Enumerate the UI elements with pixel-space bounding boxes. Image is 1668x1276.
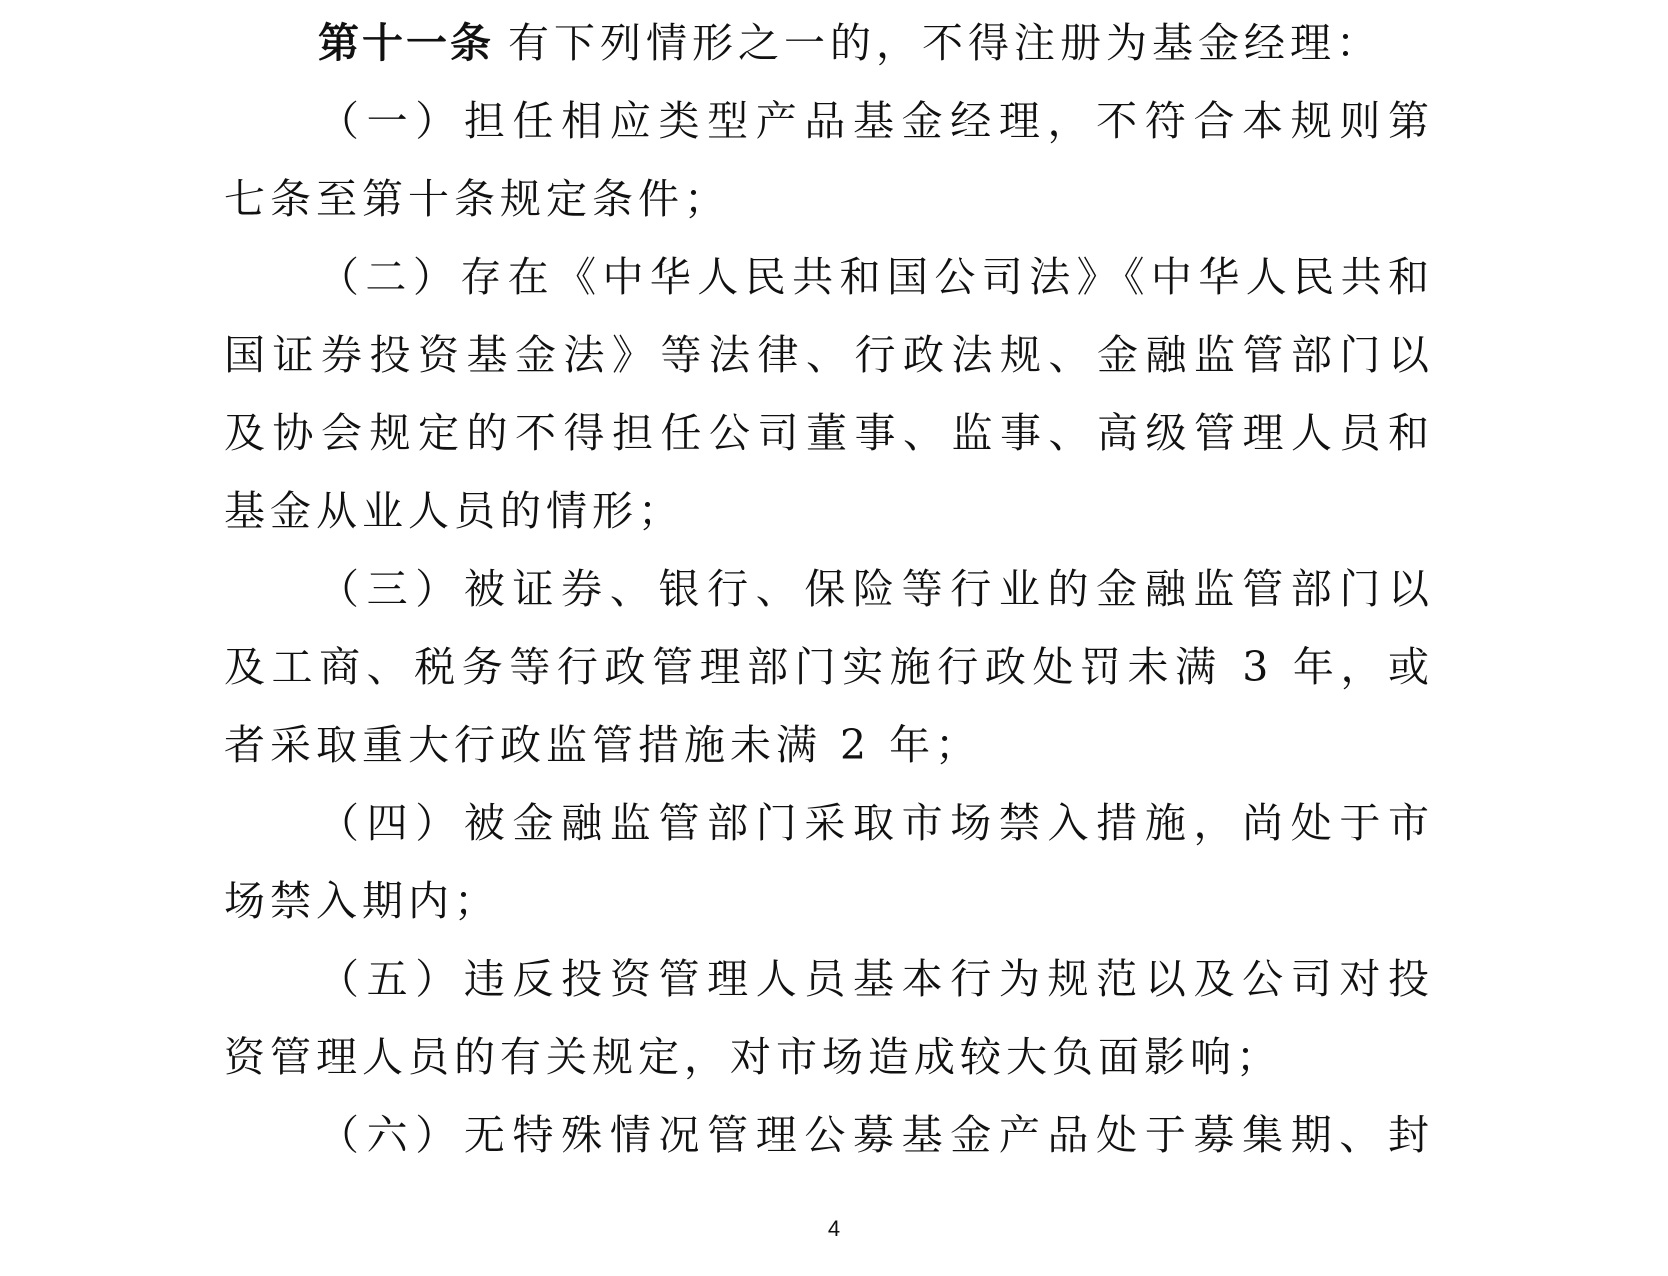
clause-line: 基金从业人员的情形； xyxy=(224,487,684,535)
article-heading-line xyxy=(224,4,1434,82)
article-body xyxy=(224,0,1434,1174)
clause-line: （六）无特殊情况管理公募基金产品处于募集期、封 xyxy=(318,1111,1434,1159)
clause-line: （一）担任相应类型产品基金经理，不符合本规则第 xyxy=(318,97,1434,145)
clause-4 xyxy=(224,784,1434,940)
clause-line: 及协会规定的不得担任公司董事、监事、高级管理人员和 xyxy=(224,409,1434,457)
clause-line: 七条至第十条规定条件； xyxy=(224,175,730,223)
clause-3 xyxy=(224,550,1434,784)
article-intro: 有下列情形之一的，不得注册为基金经理： xyxy=(508,19,1382,67)
clause-5 xyxy=(224,940,1434,1096)
clause-line: 者采取重大行政监管措施未满 2 年； xyxy=(224,721,982,769)
clause-2 xyxy=(224,238,1434,550)
page-number: 4 xyxy=(827,1216,841,1241)
clause-line: （二）存在《中华人民共和国公司法》《中华人民共和 xyxy=(318,253,1434,301)
clause-line: （三）被证券、银行、保险等行业的金融监管部门以 xyxy=(318,565,1434,613)
clause-line: 资管理人员的有关规定，对市场造成较大负面影响； xyxy=(224,1033,1282,1081)
clause-6 xyxy=(224,1096,1434,1174)
clause-line: 及工商、税务等行政管理部门实施行政处罚未满 3 年，或 xyxy=(224,643,1434,691)
clause-1 xyxy=(224,82,1434,238)
article-heading: 第十一条 xyxy=(318,19,494,67)
clause-line: 场禁入期内； xyxy=(224,877,500,925)
clause-line: （五）违反投资管理人员基本行为规范以及公司对投 xyxy=(318,955,1434,1003)
clause-line: 国证券投资基金法》等法律、行政法规、金融监管部门以 xyxy=(224,331,1434,379)
clause-line: （四）被金融监管部门采取市场禁入措施，尚处于市 xyxy=(318,799,1434,847)
